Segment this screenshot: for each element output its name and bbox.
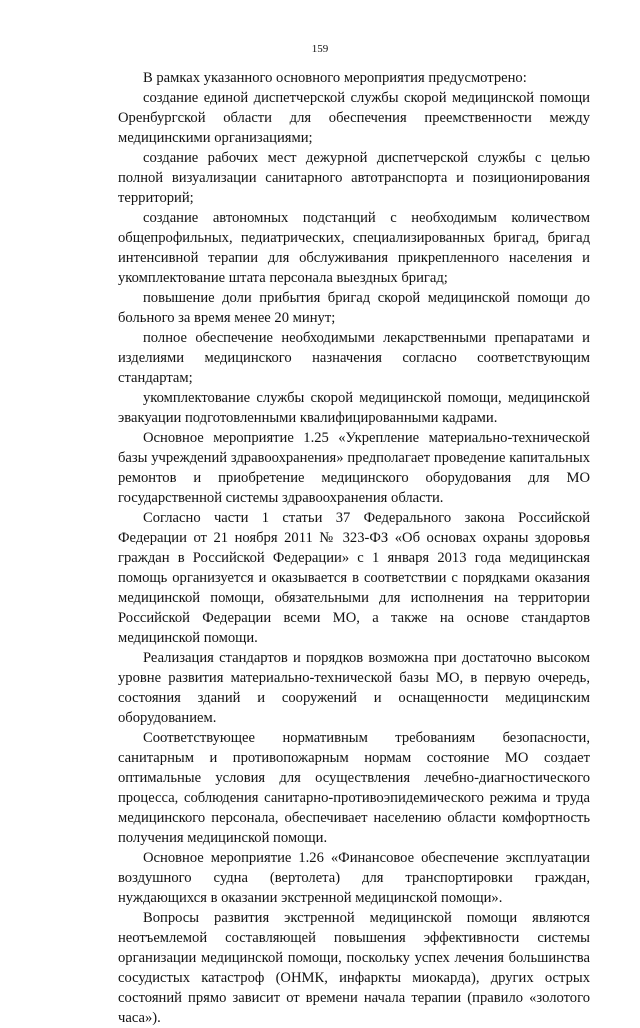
paragraph-standards: Реализация стандартов и порядков возможна при достаточно высоком уровне развития материально-технической базы МО, в первую очередь, состояния зданий и сооружений и оснащенности медицинским оборудованием. [118, 650, 590, 726]
paragraph-measure-1-26: Основное мероприятие 1.26 «Финансовое обеспечение эксплуатации воздушного судна (вертолета) для транспортировки граждан, нуждающихся в оказании экстренной медицинской помощи». [118, 850, 590, 906]
paragraph-federal-law: Согласно части 1 статьи 37 Федерального закона Российской Федерации от 21 ноября 2011 № 323-ФЗ «Об основах охраны здоровья граждан в Российской Федерации» с 1 января 2013 года медицинская помощь организуется и оказывается в соответствии с порядками оказания медицинской помощи, обязательными для исполнения на территории Российской Федерации всеми МО, а также на основе стандартов медицинской помощи. [118, 510, 590, 646]
paragraph-intro: В рамках указанного основного мероприятия предусмотрено: [143, 70, 527, 86]
paragraph-arrival-time: повышение доли прибытия бригад скорой медицинской помощи до больного за время менее 20 минут; [118, 290, 590, 326]
paragraph-autonomous-substations: создание автономных подстанций с необходимым количеством общепрофильных, педиатрических, специализированных бригад, бригад интенсивной терапии для обслуживания прикрепленного населения и укомплектование штата персонала выездных бригад; [118, 210, 590, 286]
paragraph-measure-1-25: Основное мероприятие 1.25 «Укрепление материально-технической базы учреждений здравоохранения» предполагает проведение капитальных ремонтов и приобретение медицинского оборудования для МО государственной системы здравоохранения области. [118, 430, 590, 506]
paragraph-medicines: полное обеспечение необходимыми лекарственными препаратами и изделиями медицинского назначения согласно соответствующим стандартам; [118, 330, 590, 386]
paragraph-emergency-care: Вопросы развития экстренной медицинской помощи являются неотъемлемой составляющей повышения эффективности системы организации медицинской помощи, поскольку успех лечения большинства сосудистых катастроф (ОНМК, инфаркты миокарда), других острых состояний прямо зависит от времени начала терапии (правило «золотого часа»). [118, 910, 590, 1026]
page-number: 159 [311, 43, 329, 55]
paragraph-safety-requirements: Соответствующее нормативным требованиям безопасности, санитарным и противопожарным нормам состояние МО создает оптимальные условия для осуществления лечебно-диагностического процесса, соблюдения санитарно-противоэпидемического режима и труда медицинского персонала, обеспечивает населению области комфортность получения медицинской помощи. [118, 730, 590, 846]
document-body [118, 68, 590, 1028]
paragraph-dispatch-workplaces: создание рабочих мест дежурной диспетчерской службы с целью полной визуализации санитарного автотранспорта и позиционирования территорий; [118, 150, 590, 206]
paragraph-staffing: укомплектование службы скорой медицинской помощи, медицинской эвакуации подготовленными квалифицированными кадрами. [118, 390, 590, 426]
paragraph-dispatch-service: создание единой диспетчерской службы скорой медицинской помощи Оренбургской области для обеспечения преемственности между медицинскими организациями; [118, 90, 590, 146]
